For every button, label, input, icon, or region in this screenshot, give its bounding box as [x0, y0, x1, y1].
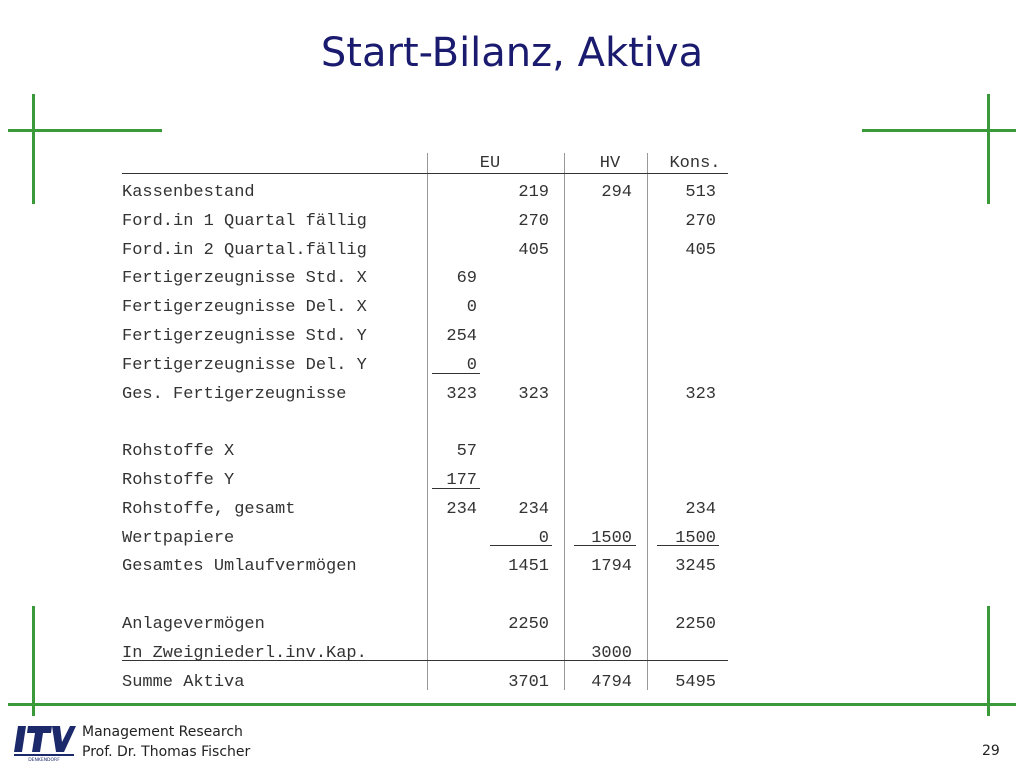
value-kons: 270	[685, 211, 716, 231]
table-row	[120, 381, 732, 410]
value-cell: 57	[456, 442, 477, 462]
value-cell: 234	[446, 499, 477, 519]
table-row	[120, 352, 732, 381]
value-eu: 2250	[508, 615, 549, 634]
value-hv: 4794	[591, 672, 632, 692]
row-label: Ges. Fertigerzeugnisse	[122, 384, 347, 404]
row-label: Ford.in 1 Quartal fällig	[122, 211, 367, 231]
page-title: Start-Bilanz, Aktiva	[320, 30, 704, 76]
row-label: Fertigerzeugnisse Del. X	[122, 298, 367, 318]
table-row	[120, 438, 732, 467]
row-label: Fertigerzeugnisse Del. Y	[122, 355, 367, 375]
table-row	[120, 582, 732, 611]
value-hv: 1794	[591, 557, 632, 577]
value-eu: 219	[518, 183, 549, 202]
table-row	[120, 265, 732, 294]
value-kons: 5495	[675, 672, 716, 692]
corner-mark-top-right-horizontal	[862, 129, 1016, 132]
value-kons: 234	[685, 499, 716, 519]
value-kons: 2250	[675, 615, 716, 634]
value-eu: 405	[518, 240, 549, 260]
value-hv: 294	[601, 183, 632, 202]
corner-mark-bottom-line	[8, 703, 1016, 706]
table-row	[120, 294, 732, 323]
table-row	[120, 640, 732, 669]
value-hv: 1500	[591, 528, 632, 548]
corner-mark-top-right-vertical	[987, 94, 990, 204]
value-cell: 323	[446, 384, 477, 404]
row-label: Ford.in 2 Quartal.fällig	[122, 240, 367, 260]
row-label: Wertpapiere	[122, 528, 235, 548]
value-cell: 254	[446, 327, 477, 346]
table-row	[120, 553, 732, 582]
row-label: Summe Aktiva	[122, 672, 245, 692]
table-row	[120, 496, 732, 525]
table-header-row	[120, 150, 732, 179]
corner-mark-bottom-left-vertical	[32, 606, 35, 716]
itv-logo	[12, 724, 76, 762]
column-header-hv: HV	[599, 154, 621, 173]
row-label: Rohstoffe Y	[122, 471, 235, 490]
value-eu: 234	[518, 499, 549, 519]
table-row	[120, 323, 732, 352]
value-kons: 1500	[675, 528, 716, 548]
corner-mark-top-left-vertical	[32, 94, 35, 204]
value-eu: 3701	[508, 672, 549, 692]
value-eu: 270	[518, 211, 549, 231]
column-header-eu: EU	[479, 154, 501, 173]
corner-mark-top-left-horizontal	[8, 129, 162, 132]
value-kons: 323	[685, 384, 716, 404]
table-row	[120, 467, 732, 496]
footer-line-2: Prof. Dr. Thomas Fischer	[82, 744, 251, 760]
page-number: 29	[982, 743, 1000, 759]
row-label: Gesamtes Umlaufvermögen	[122, 557, 357, 577]
value-cell: 69	[456, 269, 477, 289]
value-cell: 0	[466, 355, 477, 375]
value-eu: 0	[538, 528, 549, 548]
row-label: Fertigerzeugnisse Std. Y	[122, 327, 367, 346]
table-row	[120, 611, 732, 640]
row-label: Fertigerzeugnisse Std. X	[122, 269, 367, 289]
value-kons: 3245	[675, 557, 716, 577]
value-hv: 3000	[591, 643, 632, 663]
value-kons: 513	[685, 183, 716, 202]
column-header-kons: Kons.	[669, 154, 721, 173]
value-cell: 177	[446, 471, 477, 490]
row-label: Anlagevermögen	[122, 615, 265, 634]
table-row	[120, 409, 732, 438]
row-label: In Zweigniederl.inv.Kap.	[122, 643, 367, 663]
value-cell: 0	[466, 298, 477, 318]
corner-mark-bottom-right-vertical	[987, 606, 990, 716]
table-row	[120, 237, 732, 266]
table-row	[120, 208, 732, 237]
row-label: Kassenbestand	[122, 183, 255, 202]
row-label: Rohstoffe, gesamt	[122, 499, 296, 519]
row-label: Rohstoffe X	[122, 442, 235, 462]
value-kons: 405	[685, 240, 716, 260]
table-row	[120, 669, 732, 698]
footer-line-1: Management Research	[82, 724, 243, 740]
table-row	[120, 179, 732, 208]
value-eu: 1451	[508, 557, 549, 577]
table-row	[120, 525, 732, 554]
logo-subtext: DENKENDORF	[28, 758, 60, 762]
value-eu: 323	[518, 384, 549, 404]
